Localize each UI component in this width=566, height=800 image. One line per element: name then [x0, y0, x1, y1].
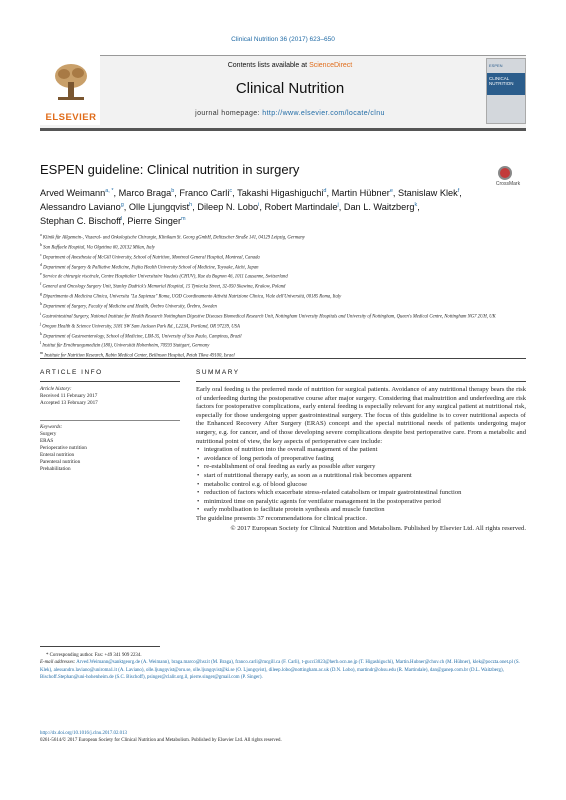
- accepted-date: Accepted 13 February 2017: [40, 400, 98, 406]
- author-name[interactable]: Olle Ljungqvist: [128, 202, 190, 213]
- author-name[interactable]: Robert Martindale: [264, 202, 338, 213]
- affiliation: [40, 311, 530, 321]
- keyword: Enteral nutrition: [40, 452, 75, 458]
- journal-homepage: [100, 110, 480, 117]
- affiliation: [40, 232, 530, 242]
- author-affiliation-mark[interactable]: l: [121, 216, 123, 223]
- header-divider: [40, 358, 526, 359]
- author-name[interactable]: Martin Hübner: [331, 188, 390, 199]
- author-affiliation-mark[interactable]: c: [229, 188, 233, 194]
- summary-paragraph: Early oral feeding is the preferred mode of nutrition for surgical patients. Avoidance of any nutritional therapy bears the risk of underfeeding during the postoperative course after major surgery. Considering that malnutrition and underfeeding are risk factors for postoperative complications, early enteral feeding is especially relevant for any surgical patient at nutritional risk, especially for those undergoing upper gastrointestinal surgery. The focus of this guideline is to cover nutritional aspects of the Enhanced Recovery After Surgery (ERAS) concept and the special nutritional needs of patients undergoing major surgery, e.g. for cancer, and of those developing severe complications despite best perioperative care. From a metabolic and nutritional point of view, the key aspects of perioperative care include:: [196, 386, 526, 445]
- author-name[interactable]: Marco Braga: [118, 188, 172, 199]
- affiliation: [40, 340, 530, 350]
- keywords-label: Keywords:: [40, 424, 63, 430]
- summary-closing: The guideline presents 37 recommendations for clinical practice.: [196, 514, 368, 522]
- affiliation-text: Department of Anesthesia of McGill University, School of Nutrition, Montreal General Hospital, Montreal, Canada: [42, 255, 260, 261]
- affiliation-text: San Raffaele Hospital, Via Olgettina 60, 20132 Milan, Italy: [43, 245, 155, 251]
- issn-line: 0261-5614/© 2017 European Society for Clinical Nutrition and Metabolism. Published by Elsevier Ltd. All rights reserved.: [40, 738, 282, 744]
- author-affiliation-mark[interactable]: a, *: [105, 188, 114, 194]
- affiliation: [40, 321, 530, 331]
- summary-bullet: • avoidance of long periods of preoperative fasting: [196, 455, 526, 464]
- footnotes: [40, 652, 530, 681]
- author-affiliation-mark[interactable]: m: [181, 216, 186, 223]
- affiliation-text: General and Oncology Surgery Unit, Stanley Dudrick's Memorial Hospital, 15 Tyniecka Street, 32-050 Skawina, Krakow, Poland: [42, 284, 286, 290]
- author-affiliation-mark[interactable]: j: [337, 202, 339, 209]
- affiliation-mark: h: [40, 302, 42, 307]
- affiliation-mark: j: [40, 321, 42, 326]
- affiliation-mark: a: [40, 233, 42, 237]
- affiliation: [40, 271, 530, 281]
- contents-prefix: Contents lists available at: [227, 62, 310, 69]
- author-affiliation-mark[interactable]: g: [120, 202, 124, 209]
- author-affiliation-mark[interactable]: f: [457, 188, 460, 194]
- author-affiliation-mark[interactable]: i: [258, 202, 260, 209]
- elsevier-wordmark: ELSEVIER: [45, 112, 97, 123]
- journal-title: Clinical Nutrition: [235, 80, 345, 97]
- homepage-prefix: journal homepage:: [195, 110, 263, 117]
- affiliation-mark: k: [40, 331, 42, 336]
- summary-body: [196, 386, 526, 533]
- author-name[interactable]: Dan L. Waitzberg: [343, 202, 415, 213]
- affiliation-mark: f: [40, 282, 42, 287]
- footnote-divider: [40, 646, 160, 647]
- author-name[interactable]: Franco Carli: [179, 188, 230, 199]
- affiliation: [40, 281, 530, 291]
- keywords-block: [40, 424, 180, 473]
- paper-title: ESPEN guideline: Clinical nutrition in surgery: [40, 162, 300, 177]
- affiliation-mark: i: [40, 311, 42, 316]
- affiliation-mark: g: [40, 292, 42, 297]
- affiliation-mark: m: [40, 351, 44, 356]
- affiliation-text: Service de chirurgie viscérale, Centre Hospitalier Universitaire Vaudois (CHUV), Rue du Bugnon 46, 1011 Lausanne, Switzerland: [42, 275, 288, 280]
- publication-info: [40, 730, 530, 745]
- summary-bullet: • re-establishment of oral feeding as early as possible after surgery: [196, 463, 526, 472]
- email-addresses: [40, 659, 530, 681]
- summary-bullet: • early mobilisation to facilitate protein synthesis and muscle function: [196, 506, 526, 515]
- doi-link[interactable]: http://dx.doi.org/10.1016/j.clnu.2017.02.013: [40, 731, 127, 736]
- affiliation-text: Klinik für Allgemein-, Viszeral- und Onkologische Chirurgie, Klinikum St. Georg gGmbH, Delitzscher Straße 141, 04129 Leipzig, Germany: [42, 235, 305, 241]
- keyword: Surgery: [40, 431, 57, 437]
- affiliation-text: Department of Surgery & Palliative Medicine, Fujita Health University School of Medicine, Toyoake, Aichi, Japan: [43, 265, 259, 271]
- history-label: Article history:: [40, 386, 72, 392]
- article-info-divider: [40, 381, 180, 382]
- contents-line: [100, 62, 480, 69]
- summary-divider: [196, 381, 526, 382]
- article-info-heading: ARTICLE INFO: [40, 369, 103, 376]
- affiliation-text: Department of Gastroenterology, School of Medicine, LIM-35, University of Sao Paulo, Campinas, Brazil: [43, 334, 242, 340]
- keyword: Parenteral nutrition: [40, 459, 81, 465]
- affiliation-mark: d: [40, 262, 42, 267]
- elsevier-tree-icon: [52, 62, 90, 102]
- author-affiliation-mark[interactable]: e: [389, 188, 393, 194]
- affiliation-text: Department of Surgery, Faculty of Medicine and Health, Örebro University, Örebro, Sweden: [43, 304, 217, 310]
- author-name[interactable]: Arved Weimann: [40, 188, 106, 199]
- affiliation-text: Gastrointestinal Surgery, National Institute for Health Research Nottingham Digestive Diseases Biomedical Research Unit, Nottingham University Hospitals and University of Nottingham, Queen's Medical Centre, Nottingham NG7 2UH, UK: [42, 314, 496, 320]
- affiliation: [40, 331, 530, 341]
- affiliation-text: Dipartimento di Medicina Clinica, Universita "La Sapienza" Roma, UOD Coordinamento Attività Nutrizione Clinica, Viale dell'Università, 00185 Roma, Italy: [43, 294, 342, 300]
- affiliation-mark: b: [40, 242, 42, 247]
- cover-publisher: ESPEN: [489, 63, 503, 68]
- keyword: ERAS: [40, 438, 54, 444]
- affiliation-list: [40, 232, 530, 360]
- affiliation-mark: c: [40, 252, 42, 257]
- journal-reference[interactable]: Clinical Nutrition 36 (2017) 623–650: [231, 36, 335, 43]
- author-name[interactable]: Alessandro Laviano: [40, 202, 121, 213]
- crossmark-label: CrossMark: [495, 181, 521, 187]
- affiliation: [40, 301, 530, 311]
- author-list: Arved Weimann$^{a, *}$, Marco Braga$^b$, Franco Carli$^c$, Takashi Higashiguchi$^d$, Martin Hübner$^e$, Stanislaw Klek$^f$, Alessandro Laviano$^g$, Olle Ljungqvist$^h$, Dileep N. Lobo$^i$, Robert Martindale$^j$, Dan L. Waitzberg$^k$, Stephan C. Bischoff$^l$, Pierre Singer$^m$: [40, 188, 462, 227]
- keyword: Prehabilitation: [40, 466, 71, 472]
- keywords-divider: [40, 420, 180, 421]
- affiliation: [40, 291, 530, 301]
- author-affiliation-mark[interactable]: k: [414, 202, 418, 209]
- author-name[interactable]: Stephan C. Bischoff: [40, 216, 122, 227]
- summary-heading: SUMMARY: [196, 369, 240, 376]
- summary-bullet: • start of nutritional therapy early, as soon as a nutritional risk becomes apparent: [196, 472, 526, 481]
- affiliation-text: Institut für Ernährungsmedizin (180), Universität Hohenheim, 70593 Stuttgart, Germany: [42, 344, 210, 350]
- author-name[interactable]: Stanislaw Klek: [397, 188, 458, 199]
- author-name[interactable]: Takashi Higashiguchi: [237, 188, 324, 199]
- affiliation-mark: l: [40, 341, 42, 346]
- sciencedirect-link[interactable]: ScienceDirect: [309, 62, 353, 69]
- affiliation: [40, 252, 530, 262]
- affiliation: [40, 262, 530, 272]
- keyword: Perioperative nutrition: [40, 445, 87, 451]
- email-list[interactable]: Arved.Weimann@sanktgeorg.de (A. Weimann), braga.marco@hsr.it (M. Braga), franco.carli@mcgill.ca (F. Carli), t-gucci3023@herb.ocn.ne.jp (T. Higashiguchi), Martin.Hubner@chuv.ch (M. Hübner), klek@poczta.onet.pl (S. Klek), alessandro.laviano@uniroma1.it (A. Laviano), olle.ljungqvist@oru.se, olle.ljungqvist@ki.se (O. Ljungqvist), dileep.lobo@nottingham.ac.uk (D.N. Lobo), martindr@ohsu.edu (R. Martindale), dan@ganep.com.br (D.L. Waitzberg), Bischoff.Stephan@uni-hohenheim.de (S.C. Bischoff), psinger@clalit.org.il, pierre.singer@gmail.com (P. Singer).: [40, 660, 520, 680]
- author-affiliation-mark[interactable]: d: [323, 188, 327, 194]
- author-name[interactable]: Pierre Singer: [127, 216, 182, 227]
- author-affiliation-mark[interactable]: b: [171, 188, 175, 194]
- email-label: E-mail addresses:: [40, 660, 76, 666]
- summary-bullet: • metabolic control e.g. of blood glucose: [196, 481, 526, 490]
- author-affiliation-mark[interactable]: h: [189, 202, 193, 209]
- crossmark-icon: [498, 166, 512, 180]
- cover-title: CLINICAL NUTRITION: [489, 76, 514, 86]
- affiliation-mark: e: [40, 272, 42, 277]
- summary-bullet-list: [196, 446, 526, 515]
- summary-bullet: • integration of nutrition into the overall management of the patient: [196, 446, 526, 455]
- article-history: [40, 386, 180, 407]
- corresponding-author-note: * Corresponding author. Fax: +49 341 909 2234.: [46, 653, 142, 658]
- homepage-link[interactable]: http://www.elsevier.com/locate/clnu: [262, 110, 385, 117]
- crossmark-badge[interactable]: [490, 166, 526, 192]
- affiliation: [40, 242, 530, 252]
- received-date: Received 11 February 2017: [40, 393, 98, 399]
- summary-bullet: • minimized time on paralytic agents for ventilator management in the postoperative period: [196, 498, 526, 507]
- journal-cover-thumbnail[interactable]: [486, 58, 526, 124]
- summary-copyright: © 2017 European Society for Clinical Nutrition and Metabolism. Published by Elsevier Ltd. All rights reserved.: [230, 524, 526, 532]
- summary-bullet: • reduction of factors which exacerbate stress-related catabolism or impair gastrointestinal function: [196, 489, 526, 498]
- affiliation-text: Oregon Health & Science University, 3181 SW Sam Jackson Park Rd., L223A, Portland, OR 97239, USA: [42, 324, 240, 330]
- affiliation-text: Institute for Nutrition Research, Rabin Medical Center, Beilinson Hospital, Petah Tikva 49100, Israel: [44, 353, 235, 359]
- author-name[interactable]: Dileep N. Lobo: [197, 202, 259, 213]
